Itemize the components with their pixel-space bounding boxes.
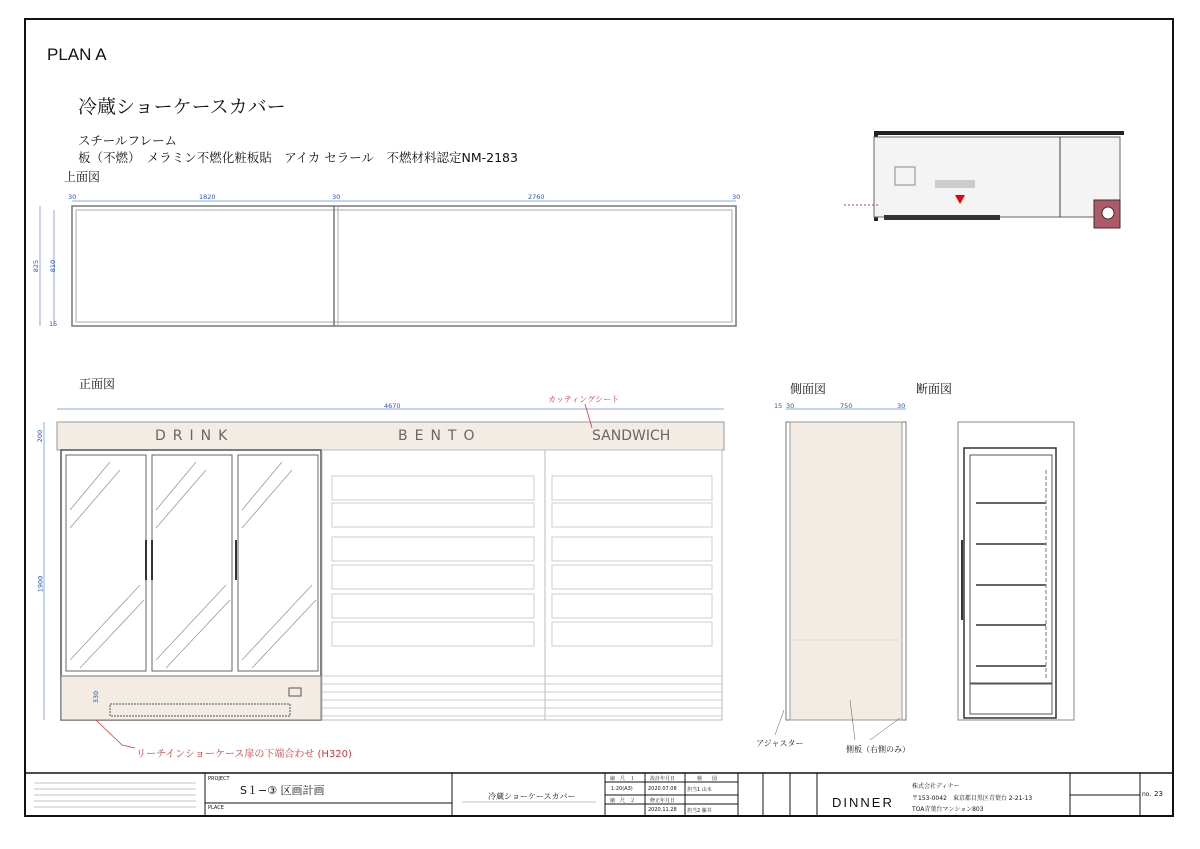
tb-check-label: 検 図	[697, 776, 718, 782]
view-label-side: 側面図	[790, 382, 827, 396]
dim-top-v3: 15	[49, 320, 58, 328]
sign-sandwich: SANDWICH	[592, 428, 671, 444]
dim-top-3: 30	[332, 193, 341, 201]
tb-scale: 1:20(A3)	[611, 786, 633, 792]
tb-company: 株式会社ディナー	[912, 783, 960, 790]
front-view	[44, 404, 724, 748]
dim-front-h2: 1900	[36, 575, 45, 593]
sign-drink: DRINK	[155, 428, 235, 444]
dim-top-v2: 810	[49, 259, 58, 273]
view-label-section: 断面図	[916, 382, 953, 396]
tb-place-label: PLACE	[208, 805, 224, 811]
tb-scale-label: 縮 尺 １	[610, 776, 636, 782]
dim-front-width: 4670	[384, 402, 401, 410]
tb-brand-logo: DINNER	[832, 795, 894, 810]
tb-date-label: 設計年月日	[650, 776, 676, 782]
spec-frame: スチールフレーム	[78, 133, 178, 148]
annotation-reach-in: リーチインショーケース扉の下端合わせ (H320)	[136, 749, 352, 760]
tb-drawing-name: 冷蔵ショーケースカバー	[488, 792, 576, 801]
section-view	[958, 422, 1074, 720]
dim-side-4: 30	[897, 402, 906, 410]
dim-front-h3: 330	[92, 690, 101, 704]
dim-top-v1: 825	[32, 259, 41, 273]
tb-building: TOA青葉台マンション803	[912, 806, 984, 813]
tb-rev: 2020.11.28	[648, 807, 677, 813]
drawing-title: 冷蔵ショーケースカバー	[78, 96, 286, 118]
tb-address: 〒153-0042 東京都目黒区青葉台 2-21-13	[912, 795, 1033, 802]
tb-drafter1: 担当1 山本	[687, 787, 712, 793]
view-label-front: 正面図	[79, 377, 116, 391]
dim-top-5: 30	[732, 193, 741, 201]
dim-side-3: 750	[840, 402, 853, 410]
tb-scale2-label: 縮 尺 ２	[610, 798, 636, 804]
tb-date: 2020.07.08	[648, 786, 677, 792]
tb-project-label: PROJECT	[208, 776, 230, 782]
annotation-adjuster: アジャスター	[756, 739, 804, 748]
top-view	[40, 201, 736, 326]
tb-rev-label: 修正年月日	[650, 798, 676, 804]
tb-no: 23	[1154, 790, 1163, 798]
dim-side-1: 15	[774, 402, 783, 410]
key-plan	[844, 131, 1124, 228]
sign-bento: BENTO	[398, 428, 482, 444]
tb-no-label: no.	[1142, 791, 1152, 798]
tb-drafter2: 担当2 藤井	[687, 808, 712, 814]
dim-front-h1: 200	[36, 429, 45, 443]
dim-side-2: 30	[786, 402, 795, 410]
annotation-side-panel: 側板（右側のみ）	[846, 745, 910, 754]
dim-top-1: 30	[68, 193, 77, 201]
view-label-top: 上面図	[64, 170, 101, 184]
plan-label: PLAN A	[47, 45, 107, 64]
dim-top-2: 1820	[199, 193, 216, 201]
tb-project: S１−③ 区画計画	[240, 784, 325, 797]
spec-panel: 板（不燃） メラミン不燃化粧板貼 アイカ セラール 不燃材料認定NM-2183	[78, 150, 518, 165]
annotation-cutting-sheet: カッティングシート	[548, 395, 620, 404]
side-view	[775, 409, 906, 740]
dim-top-4: 2760	[528, 193, 545, 201]
